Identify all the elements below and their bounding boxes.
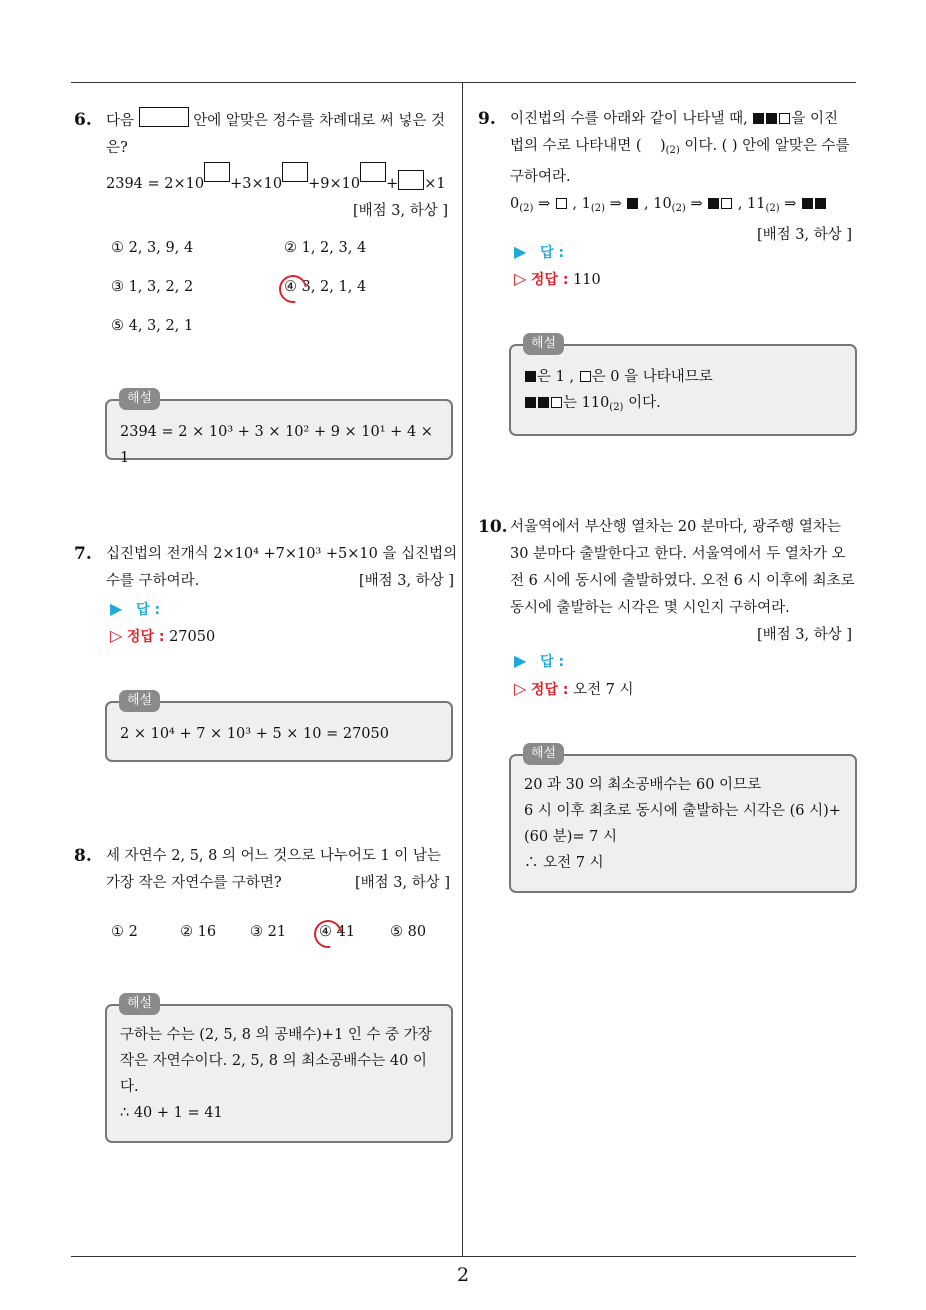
q6-blank-box <box>139 107 189 127</box>
q9-arrow-4: ⇒ <box>784 196 797 212</box>
q9-sol-line2-a: 는 110 <box>563 395 610 411</box>
q8-text <box>106 843 456 897</box>
q9-arrow-3: ⇒ <box>690 196 703 212</box>
q10-solution-line-1: 20 과 30 의 최소공배수는 60 이므로 <box>524 777 762 793</box>
q8-choice-3[interactable]: ③ 21 <box>250 924 287 940</box>
q10-solution-line-2: 6 시 이후 최초로 동시에 출발하는 시각은 (6 시)+ <box>524 803 841 819</box>
q9-solution-tag: 해설 <box>523 333 564 355</box>
q9-map-0: 0 <box>510 196 520 212</box>
q9-sol-line1-a: 은 1 , <box>537 369 575 385</box>
q9-sol-line1-b: 은 0 을 나타내므로 <box>591 369 713 385</box>
q6-number: 6. <box>74 110 92 130</box>
q9-answer-arrow-icon: ▶ <box>514 242 527 261</box>
empty-square-icon <box>779 113 790 124</box>
q6-text <box>106 107 456 225</box>
q9-map-10-sub: (2) <box>671 203 686 214</box>
q8-choice-5[interactable]: ⑤ 80 <box>390 924 427 940</box>
q6-choice-4[interactable]: ④ 3, 2, 1, 4 <box>284 279 367 295</box>
q10-text <box>510 514 860 649</box>
q7-correct-row <box>110 626 215 646</box>
q6-text-a: 다음 <box>106 113 135 129</box>
q8-score: [배점 3, 하상 ] <box>354 875 450 891</box>
q7-number: 7. <box>74 544 92 564</box>
q9-text-b3: 이다. ( ) 안에 알맞은 수를 <box>679 138 850 154</box>
q6-coef-box <box>398 170 424 190</box>
q9-answer-label: 답 : <box>540 245 565 261</box>
q7-solution-tag: 해설 <box>119 690 160 712</box>
q6-solution-tag: 해설 <box>119 388 160 410</box>
q7-answer-arrow-icon: ▶ <box>110 599 123 618</box>
q6-eq-p1: +3×10 <box>230 176 283 192</box>
q7-text-b: 수를 구하여라. <box>106 573 200 589</box>
q7-correct-label: 정답 : <box>126 629 165 645</box>
q6-correct-mark-icon <box>274 270 313 309</box>
q9-map-10: 10 <box>653 196 672 212</box>
filled-square-icon <box>538 397 549 408</box>
filled-square-icon <box>525 371 536 382</box>
q9-mapping: $0_{(2)}$ ⇒ , $1_{(2)}$ ⇒ , $10_{(2)}$ ⇒ , $11_{(2)}$ ⇒ <box>510 191 860 222</box>
q8-number: 8. <box>74 846 92 866</box>
empty-square-icon <box>580 371 591 382</box>
q6-score: [배점 3, 하상 ] <box>352 203 448 219</box>
q8-choice-2[interactable]: ② 16 <box>180 924 217 940</box>
filled-square-icon <box>766 113 777 124</box>
q9-correct-label: 정답 : <box>530 272 569 288</box>
q6-eq-p4: ×1 <box>424 176 446 192</box>
q9-text-b-sub: (2) <box>665 145 680 156</box>
q9-text <box>510 106 860 249</box>
q10-answer-row <box>514 651 564 671</box>
q8-solution-line-2: 작은 자연수이다. 2, 5, 8 의 최소공배수는 40 이 <box>120 1053 427 1069</box>
q9-solution-line-2 <box>524 390 842 421</box>
q7-text-a: 십진법의 전개식 2×10⁴ +7×10³ +5×10 을 십진법의 <box>106 546 458 562</box>
q10-correct-arrow-icon: ▷ <box>514 679 527 698</box>
q10-answer-label: 답 : <box>540 654 565 670</box>
q8-solution-tag: 해설 <box>119 993 160 1015</box>
top-rule <box>71 82 856 83</box>
q9-arrow-1: ⇒ <box>538 196 551 212</box>
q7-correct-value: 27050 <box>169 629 216 645</box>
q8-solution-box <box>105 1004 453 1143</box>
q9-arrow-2: ⇒ <box>609 196 622 212</box>
q10-line-4: 동시에 출발하는 시각은 몇 시인지 구하여라. <box>510 600 790 616</box>
q9-correct-row <box>514 269 601 289</box>
q7-answer-label: 답 : <box>136 602 161 618</box>
q10-solution-tag: 해설 <box>523 743 564 765</box>
filled-square-icon <box>708 198 719 209</box>
q6-choice-2[interactable]: ② 1, 2, 3, 4 <box>284 240 367 256</box>
q10-correct-value: 오전 7 시 <box>573 682 634 698</box>
page-number: 2 <box>456 1264 470 1286</box>
q9-correct-arrow-icon: ▷ <box>514 269 527 288</box>
q10-solution-box <box>509 754 857 893</box>
q9-text-a1: 이진법의 수를 아래와 같이 나타낼 때, <box>510 111 748 127</box>
q10-score: [배점 3, 하상 ] <box>756 627 852 643</box>
q9-sol-line2-b: 이다. <box>623 395 661 411</box>
q7-score: [배점 3, 하상 ] <box>358 573 454 589</box>
q9-map-0-sub: (2) <box>519 203 534 214</box>
q10-line-2: 30 분마다 출발한다고 한다. 서울역에서 두 열차가 오 <box>510 546 846 562</box>
q10-line-3: 전 6 시에 동시에 출발하였다. 오전 6 시 이후에 최초로 <box>510 573 855 589</box>
q8-text-a: 세 자연수 2, 5, 8 의 어느 것으로 나누어도 1 이 남는 <box>106 848 441 864</box>
q7-answer-row <box>110 599 160 619</box>
q7-text <box>106 541 456 595</box>
filled-square-icon <box>627 198 638 209</box>
filled-square-icon <box>753 113 764 124</box>
q9-text-b1: 법의 수로 나타내면 ( <box>510 138 642 154</box>
q9-correct-value: 110 <box>573 272 601 288</box>
column-divider <box>462 83 463 1257</box>
q6-choice-5[interactable]: ⑤ 4, 3, 2, 1 <box>111 318 194 334</box>
q6-equation <box>106 162 456 198</box>
q10-solution-line-3: (60 분)= 7 시 <box>524 829 617 845</box>
q9-text-b2: ) <box>659 138 666 154</box>
q9-map-11: 11 <box>747 196 766 212</box>
filled-square-icon <box>815 198 826 209</box>
q6-eq-p2: +9×10 <box>308 176 361 192</box>
empty-square-icon <box>721 198 732 209</box>
bottom-rule <box>71 1256 856 1257</box>
q6-eq-left: 2394 = 2×10 <box>106 176 205 192</box>
q8-text-b: 가장 작은 자연수를 구하면? <box>106 875 282 891</box>
q9-solution-box <box>509 344 857 436</box>
q6-choice-1[interactable]: ① 2, 3, 9, 4 <box>111 240 194 256</box>
q9-number: 9. <box>478 109 496 129</box>
q6-text-c: 은? <box>106 140 128 156</box>
q8-solution-line-1: 구하는 수는 (2, 5, 8 의 공배수)+1 인 수 중 가장 <box>120 1027 432 1043</box>
empty-square-icon <box>551 397 562 408</box>
q6-exp-box-2 <box>282 162 308 182</box>
empty-square-icon <box>556 198 567 209</box>
q6-text-b: 안에 알맞은 정수를 차례대로 써 넣은 것 <box>193 113 445 129</box>
filled-square-icon <box>802 198 813 209</box>
q9-map-11-sub: (2) <box>765 203 780 214</box>
q10-correct-label: 정답 : <box>530 682 569 698</box>
q6-eq-p3: + <box>386 176 399 192</box>
q8-choice-1[interactable]: ① 2 <box>111 924 138 940</box>
q9-sol-line2-sub: (2) <box>609 402 624 413</box>
q10-line-1: 서울역에서 부산행 열차는 20 분마다, 광주행 열차는 <box>510 519 841 535</box>
q9-solution-line-1 <box>524 364 842 390</box>
q9-map-1-sub: (2) <box>590 203 606 214</box>
q10-solution-line-4: ∴ 오전 7 시 <box>524 855 604 871</box>
q9-answer-row <box>514 242 564 262</box>
q10-number: 10. <box>478 517 508 537</box>
q9-text-c: 구하여라. <box>510 169 571 185</box>
q8-choice-4[interactable]: ④ 41 <box>319 924 356 940</box>
q10-correct-row <box>514 678 634 699</box>
q9-score: [배점 3, 하상 ] <box>756 227 852 243</box>
q6-exp-box-1 <box>204 162 230 182</box>
q9-map-1: 1 <box>581 196 591 212</box>
q8-solution-line-3: 다. <box>120 1079 139 1095</box>
q7-correct-arrow-icon: ▷ <box>110 626 123 645</box>
q6-solution-text: 2394 = 2 × 10³ + 3 × 10² + 9 × 10¹ + 4 × 1 <box>120 424 433 466</box>
q7-solution-text: 2 × 10⁴ + 7 × 10³ + 5 × 10 = 27050 <box>120 726 389 742</box>
q6-choice-3[interactable]: ③ 1, 3, 2, 2 <box>111 279 194 295</box>
q8-solution-line-4: ∴ 40 + 1 = 41 <box>120 1105 223 1121</box>
q9-text-a2: 을 이진 <box>791 111 839 127</box>
q6-exp-box-3 <box>360 162 386 182</box>
q8-correct-mark-icon <box>309 915 348 954</box>
q10-answer-arrow-icon: ▶ <box>514 651 527 670</box>
filled-square-icon <box>525 397 536 408</box>
